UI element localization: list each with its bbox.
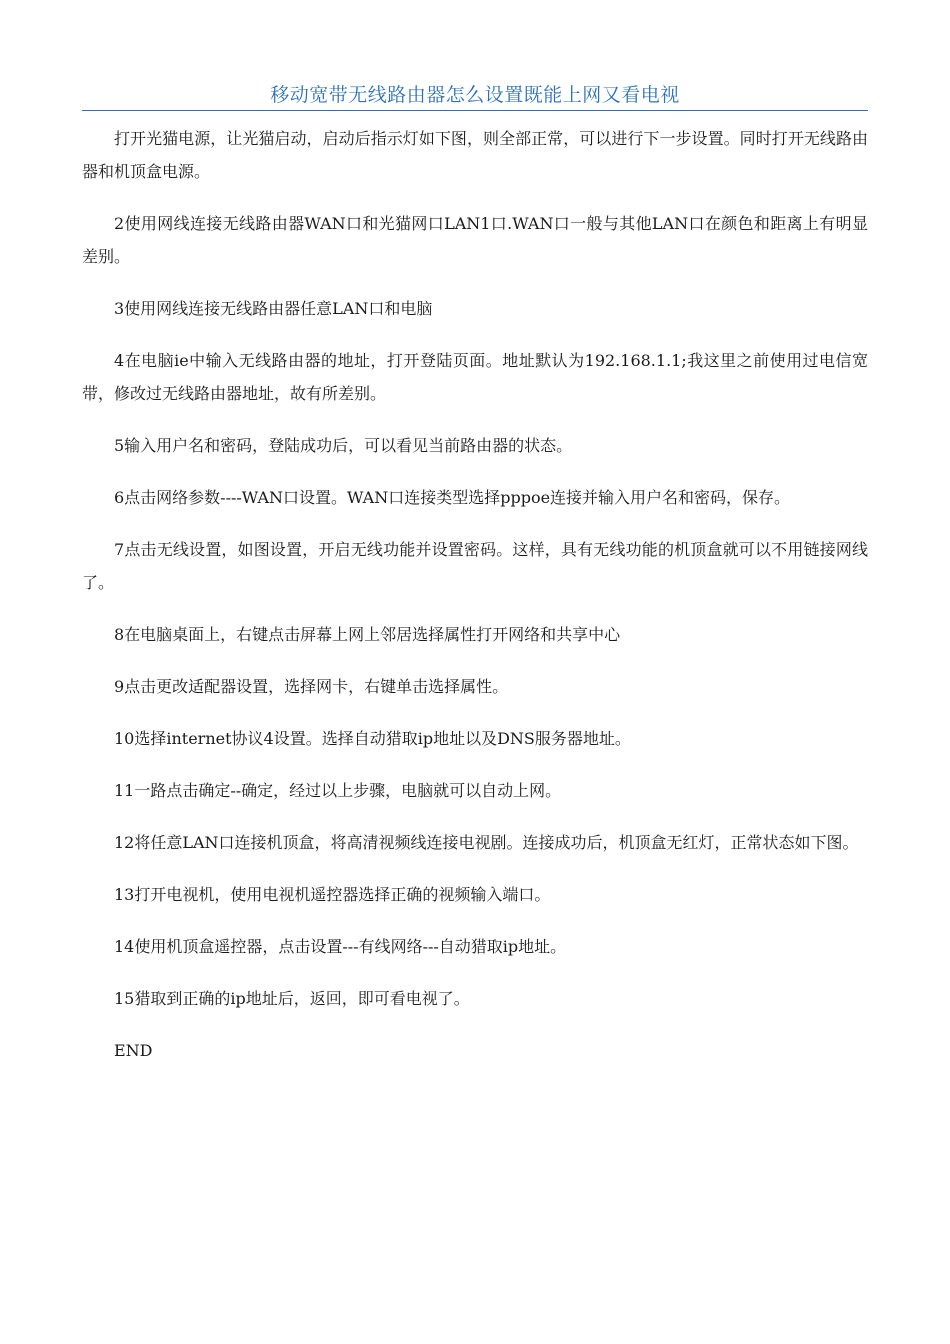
- page-title: 移动宽带无线路由器怎么设置既能上网又看电视: [270, 84, 680, 106]
- paragraph-step-6: 6点击网络参数----WAN口设置。WAN口连接类型选择pppoe连接并输入用户名和密码，保存。: [114, 488, 791, 507]
- paragraph-step-2: 2使用网线连接无线路由器WAN口和光猫网口LAN1口.WAN口一般与其他LAN口在颜色和距离上有明显差别。: [82, 214, 868, 266]
- paragraph-step-3: 3使用网线连接无线路由器任意LAN口和电脑: [114, 299, 433, 318]
- paragraph-step-9: 9点击更改适配器设置，选择网卡，右键单击选择属性。: [114, 677, 509, 696]
- paragraph-step-12: 12将任意LAN口连接机顶盒，将高清视频线连接电视剧。连接成功后，机顶盒无红灯，正常状态如下图。: [114, 833, 859, 852]
- page-header: [82, 80, 868, 111]
- paragraph-end: END: [114, 1041, 153, 1060]
- paragraph-step-15: 15猎取到正确的ip地址后，返回，即可看电视了。: [114, 989, 470, 1008]
- paragraph-step-8: 8在电脑桌面上，右键点击屏幕上网上邻居选择属性打开网络和共享中心: [114, 625, 621, 644]
- article-body: [82, 122, 868, 1086]
- paragraph-step-5: 5输入用户名和密码，登陆成功后，可以看见当前路由器的状态。: [114, 436, 573, 455]
- paragraph-step-14: 14使用机顶盒遥控器，点击设置---有线网络---自动猎取ip地址。: [114, 937, 567, 956]
- paragraph-step-10: 10选择internet协议4设置。选择自动猎取ip地址以及DNS服务器地址。: [114, 729, 631, 748]
- paragraph-step-11: 11一路点击确定--确定，经过以上步骤，电脑就可以自动上网。: [114, 781, 562, 800]
- paragraph-intro: 打开光猫电源，让光猫启动，启动后指示灯如下图，则全部正常，可以进行下一步设置。同时打开无线路由器和机顶盒电源。: [82, 129, 868, 181]
- paragraph-step-7: 7点击无线设置，如图设置，开启无线功能并设置密码。这样，具有无线功能的机顶盒就可以不用链接网线了。: [82, 540, 868, 592]
- paragraph-step-13: 13打开电视机，使用电视机遥控器选择正确的视频输入端口。: [114, 885, 551, 904]
- paragraph-step-4: 4在电脑ie中输入无线路由器的地址，打开登陆页面。地址默认为192.168.1.1;我这里之前使用过电信宽带，修改过无线路由器地址，故有所差别。: [82, 351, 868, 403]
